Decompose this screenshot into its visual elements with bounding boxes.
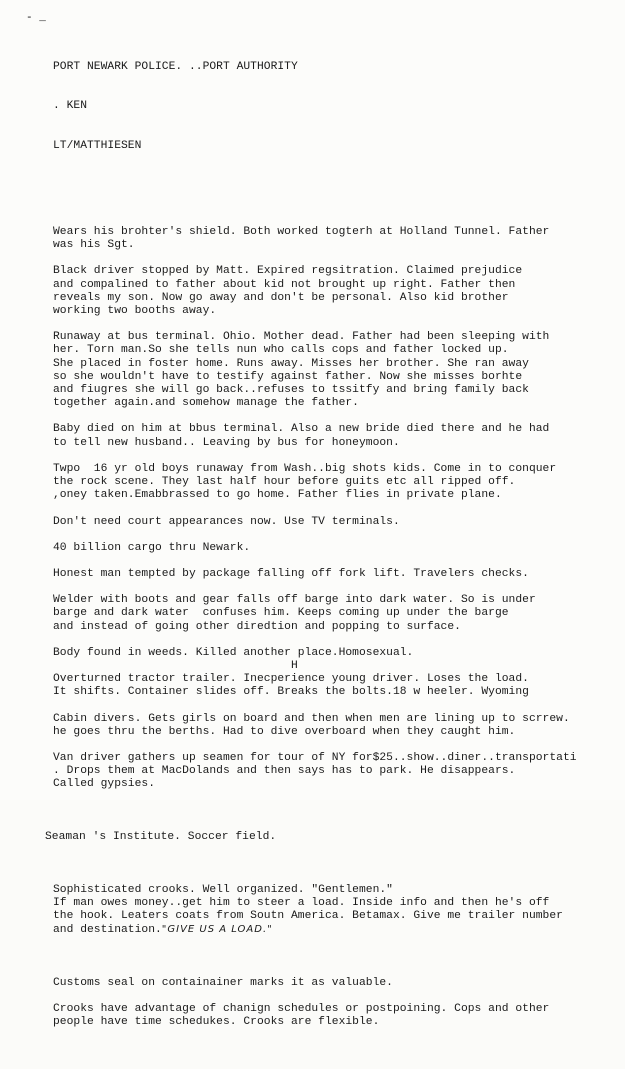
note-line [53,923,625,937]
note-line: . Drops them at MacDolands and then says has to park. He disappears. [53,765,516,778]
notes-section-main [53,226,625,792]
note-line: Honest man tempted by package falling off fork lift. Travelers checks. [53,567,529,580]
note-line: and fiugres she will go back..refuses to tssitfy and bring family back [53,384,529,397]
note-line: the hook. Leaters coats from Soutn America. Betamax. Give me trailer number [53,909,563,922]
header-block [53,34,625,179]
note-paragraph [53,594,625,634]
note-line: working two booths away. [53,305,217,318]
note-line: so she wouldn't have to testify against father. Now she misses borhte [53,370,523,383]
note-line: Van driver gathers up seamen for tour of NY for$25..show..diner..transportati [53,751,577,764]
note-line: Twpo 16 yr old boys runaway from Wash..big shots kids. Come in to conquer [53,462,557,475]
note-line: Called gypsies. [53,778,155,791]
note-line: people have time schedukes. Crooks are flexible. [53,1016,380,1029]
note-paragraph [53,331,625,410]
note-line: the rock scene. They last half hour before guits etc all ripped off. [53,476,516,489]
note-paragraph [53,647,625,700]
notes-section-final [53,977,625,1030]
note-line: barge and dark water confuses him. Keeps coming up under the barge [53,607,509,620]
note-line: She placed in foster home. Runs away. Misses her brother. She ran away [53,357,529,370]
note-line: Body found in weeds. Killed another place.Homosexual. [53,646,414,659]
note-line: Welder with boots and gear falls off barge into dark water. So is under [53,594,536,607]
note-paragraph [53,265,625,318]
note-line: Crooks have advantage of chanign schedules or postpoining. Cops and other [53,1002,550,1015]
note-line-text: and destination. [53,924,162,937]
note-line: ,oney taken.Emabbrassed to go home. Father flies in private plane. [53,489,502,502]
note-paragraph [53,423,625,449]
note-line: to tell new husband.. Leaving by bus for honeymoon. [53,436,400,449]
note-paragraph [53,713,625,739]
note-line: he goes thru the berths. Had to dive overboard when they caught him. [53,725,516,738]
note-paragraph [53,542,625,555]
notes-section-crooks [53,884,625,938]
note-line: It shifts. Container slides off. Breaks the bolts.18 w heeler. Wyoming [53,686,529,699]
note-line: Baby died on him at bbus terminal. Also a new bride died there and he had [53,423,550,436]
note-line: Wears his brohter's shield. Both worked togterh at Holland Tunnel. Father [53,226,550,239]
note-paragraph [53,884,625,938]
note-paragraph [53,516,625,529]
note-line: If man owes money..get him to steer a load. Inside info and then he's off [53,896,550,909]
note-seamans-institute: Seaman 's Institute. Soccer field. [45,830,277,843]
header-line-agency: PORT NEWARK POLICE. ..PORT AUTHORITY [53,60,298,73]
note-line: together again.and somehow manage the father. [53,397,359,410]
note-paragraph [53,226,625,252]
note-line: and compalined to father about kid not brought up right. Father then [53,278,516,291]
note-line: Runaway at bus terminal. Ohio. Mother dead. Father had been sleeping with [53,331,550,344]
page-content [45,8,625,1069]
note-line: and instead of going other diredtion and popping to surface. [53,620,461,633]
note-line: Overturned tractor trailer. Inecperience young driver. Loses the load. [53,673,529,686]
note-line: H [53,659,298,672]
note-line: was his Sgt. [53,239,135,252]
header-line-officer: LT/MATTHIESEN [53,140,142,153]
note-paragraph [53,463,625,503]
note-paragraph [53,568,625,581]
margin-mark: - _ [26,12,46,24]
note-line: Black driver stopped by Matt. Expired regsitration. Claimed prejudice [53,265,523,278]
note-line: Sophisticated crooks. Well organized. "Gentlemen." [53,883,393,896]
note-paragraph [53,977,625,990]
note-paragraph [53,1003,625,1029]
note-line: reveals my son. Now go away and don't be personal. Also kid brother [53,291,509,304]
note-line: her. Torn man.So she tells nun who calls cops and father locked up. [53,344,509,357]
note-line: Customs seal on containainer marks it as valuable. [53,976,393,989]
note-paragraph [53,752,625,792]
note-line: Don't need court appearances now. Use TV terminals. [53,515,400,528]
note-line: Cabin divers. Gets girls on board and then when men are lining up to scrrew. [53,712,570,725]
note-line: 40 billion cargo thru Newark. [53,541,251,554]
header-line-contact: . KEN [53,100,87,113]
handwritten-note: "GIVE US A LOAD." [161,924,273,936]
